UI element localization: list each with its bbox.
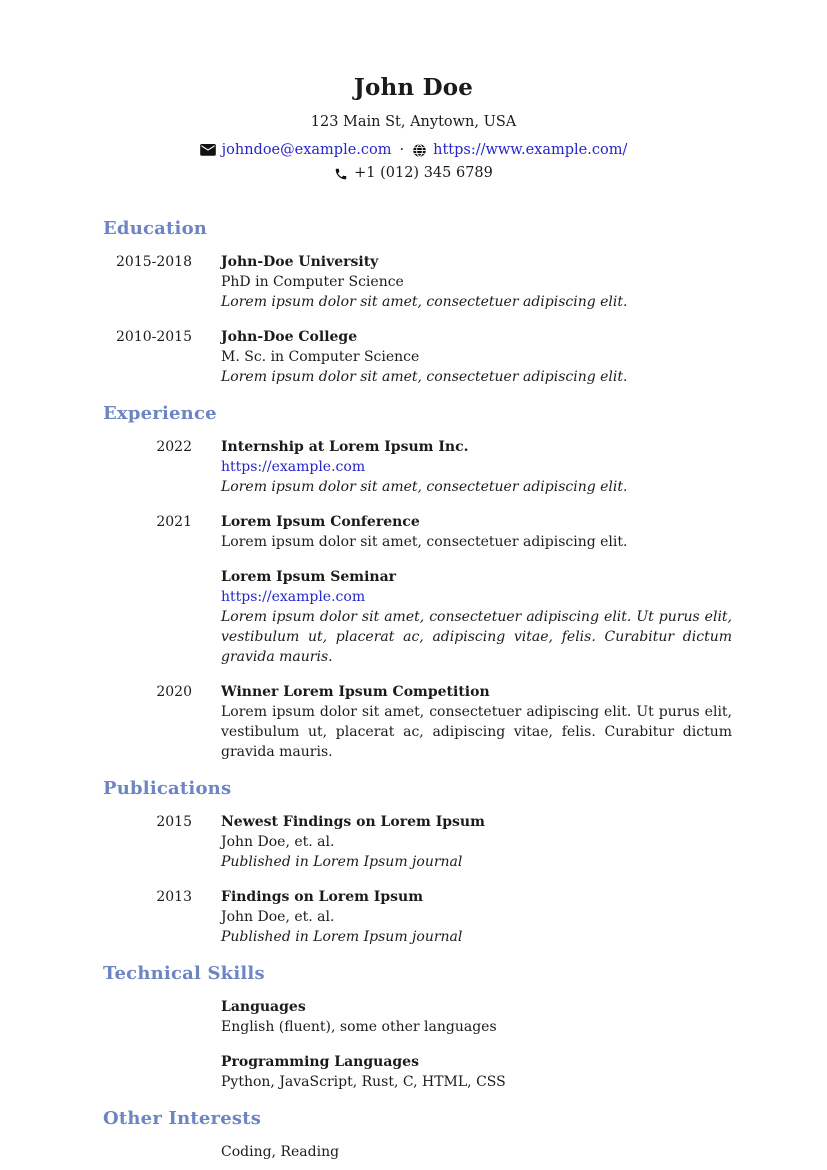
contact-line-email-web: [95, 139, 732, 162]
entry-line: Lorem ipsum dolor sit amet, consectetuer adipiscing elit.: [221, 479, 628, 495]
globe-icon: [412, 143, 427, 158]
entry-line: Lorem ipsum dolor sit amet, consectetuer adipiscing elit.: [221, 534, 628, 550]
phone-icon: [334, 167, 348, 181]
entry-year: 2021: [156, 514, 192, 530]
entry-line: Lorem ipsum dolor sit amet, consectetuer adipiscing elit. Ut purus elit, vestibulum ut, placerat ac, adipiscing vitae, felis. Curabitur dictum gravida mauris.: [221, 704, 732, 760]
entry-year: [103, 567, 192, 667]
contact-line-phone: [95, 162, 732, 185]
section-education: [103, 218, 732, 387]
entry: [103, 682, 732, 762]
entry-line: Published in Lorem Ipsum journal: [221, 854, 463, 870]
entry: [103, 1052, 732, 1092]
entry-content: [221, 682, 732, 762]
section-heading-technical-skills: Technical Skills: [103, 963, 265, 984]
phone-number: +1 (012) 345 6789: [354, 165, 493, 181]
entry-title: Internship at Lorem Ipsum Inc.: [221, 439, 469, 455]
entry-line: Python, JavaScript, Rust, C, HTML, CSS: [221, 1074, 506, 1090]
website-link[interactable]: https://www.example.com/: [433, 142, 628, 158]
entry-content: [221, 327, 732, 387]
entry-content: [221, 512, 732, 552]
address: 123 Main St, Anytown, USA: [310, 114, 517, 130]
entry-title: Newest Findings on Lorem Ipsum: [221, 814, 485, 830]
entry-year: 2022: [156, 439, 192, 455]
entry-year: [103, 997, 192, 1037]
entry-content: [221, 997, 732, 1037]
section-heading-experience: Experience: [103, 403, 217, 424]
entry-title: Programming Languages: [221, 1054, 419, 1070]
email-icon: [200, 144, 216, 157]
entry-line: English (fluent), some other languages: [221, 1019, 497, 1035]
email-link[interactable]: johndoe@example.com: [221, 142, 392, 158]
section-technical-skills: [103, 963, 732, 1092]
section-publications: [103, 778, 732, 947]
entry-title: John-Doe University: [221, 254, 379, 270]
entry: [103, 327, 732, 387]
entry-link[interactable]: https://example.com: [221, 589, 366, 605]
entry-line: M. Sc. in Computer Science: [221, 349, 420, 365]
entry-line: Coding, Reading: [221, 1144, 340, 1160]
section-heading-publications: Publications: [103, 778, 232, 799]
entry-content: [221, 812, 732, 872]
entry-line: John Doe, et. al.: [221, 834, 335, 850]
section-heading-other-interests: Other Interests: [103, 1108, 262, 1129]
entry-title: Findings on Lorem Ipsum: [221, 889, 424, 905]
resume-header: [95, 74, 732, 185]
entry-title: John-Doe College: [221, 329, 358, 345]
entry-title: Winner Lorem Ipsum Competition: [221, 684, 490, 700]
entry-line: Lorem ipsum dolor sit amet, consectetuer adipiscing elit. Ut purus elit, vestibulum ut, placerat ac, adipiscing vitae, felis. Curabitur dictum gravida mauris.: [221, 609, 732, 665]
entry-content: [221, 567, 732, 667]
entry-content: [221, 887, 732, 947]
entry-year: [103, 1142, 192, 1162]
entry: [103, 437, 732, 497]
section-heading-education: Education: [103, 218, 208, 239]
entry-title: Languages: [221, 999, 306, 1015]
entry: [103, 812, 732, 872]
entry-year: [103, 1052, 192, 1092]
entry-year: 2015-2018: [116, 254, 192, 270]
entry: [103, 997, 732, 1037]
entry-line: PhD in Computer Science: [221, 274, 404, 290]
entry: [103, 567, 732, 667]
entry-title: Lorem Ipsum Seminar: [221, 569, 397, 585]
entry-line: Lorem ipsum dolor sit amet, consectetuer adipiscing elit.: [221, 294, 628, 310]
entry: [103, 252, 732, 312]
entry: [103, 887, 732, 947]
entry-year: 2010-2015: [116, 329, 192, 345]
entry-content: [221, 437, 732, 497]
entry-year: 2015: [156, 814, 192, 830]
separator-dot: ·: [399, 142, 405, 158]
entry-content: [221, 1142, 732, 1162]
entry-year: 2020: [156, 684, 192, 700]
entry: [103, 512, 732, 552]
entry-year: 2013: [156, 889, 192, 905]
entry-link[interactable]: https://example.com: [221, 459, 366, 475]
section-experience: [103, 403, 732, 762]
entry-line: Lorem ipsum dolor sit amet, consectetuer adipiscing elit.: [221, 369, 628, 385]
person-name: John Doe: [353, 74, 474, 101]
entry-line: John Doe, et. al.: [221, 909, 335, 925]
entry-title: Lorem Ipsum Conference: [221, 514, 420, 530]
entry: [103, 1142, 732, 1162]
section-other-interests: [103, 1108, 732, 1162]
entry-content: [221, 252, 732, 312]
entry-content: [221, 1052, 732, 1092]
sections-container: [95, 218, 732, 1162]
entry-line: Published in Lorem Ipsum journal: [221, 929, 463, 945]
